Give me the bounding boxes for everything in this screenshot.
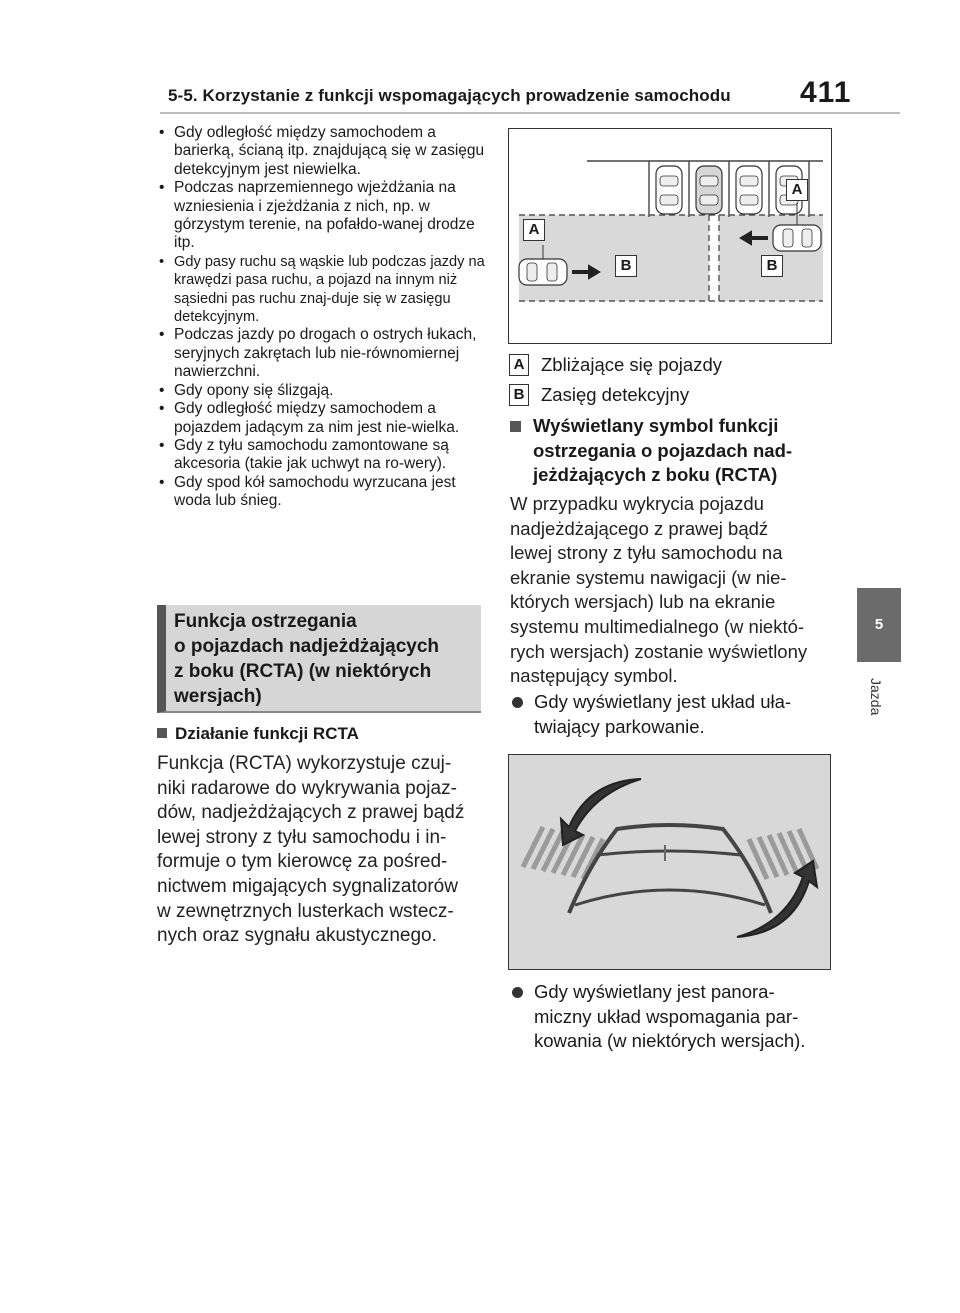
approaching-car-left [519,259,567,285]
parked-car [696,166,722,214]
section-title-line: wersjach) [174,686,262,707]
diagram-label-b: B [761,255,783,277]
parked-car [736,166,762,214]
rcta-detection-diagram [508,128,832,344]
legend-text: Zasięg detekcyjny [541,384,690,405]
bullet-item: • Gdy odległość między samochodem a barierką, ścianą itp. znajdującą się w zasięgu detekcyjnym jest niewielka. [156,124,486,179]
bullet-item: • Gdy pasy ruchu są wąskie lub podczas jazdy na krawędzi pasa ruchu, a pojazd na innym niż sąsiedni pas ruchu znaj-duje się w zasięgu detekcyjnym. [156,253,486,327]
rcta-operation-heading: Działanie funkcji RCTA [157,724,359,744]
bullet-item: • Gdy opony się ślizgają. [156,382,486,400]
square-bullet-icon [510,421,521,432]
bullet-item: • Gdy odległość między samochodem a pojazdem jadącym za nim jest nie-wielka. [156,400,486,437]
detection-zone-left [519,215,709,301]
bullet-item: • Gdy spod kół samochodu wyrzucana jest woda lub śnieg. [156,474,486,511]
round-bullet-icon [512,697,523,708]
header-divider [160,112,900,114]
bullet-item: • Podczas jazdy po drogach o ostrych łukach, seryjnych zakrętach lub nie-równomiernej nawierzchni. [156,326,486,381]
legend-key: A [509,354,529,376]
legend-item-a [509,354,722,376]
page-header-title: 5-5. Korzystanie z funkcji wspomagających prowadzenie samochodu [168,86,731,105]
rear-camera-display [508,754,831,970]
rcta-description: Funkcja (RCTA) wykorzystuje czuj- niki radarowe do wykrywania pojaz- dów, nadjeżdżających z prawej bądź lewej strony z tyłu samochodu i in- formuje o tym kierowcę za pośred- nictwem migających sygnalizatorów w zewnętrznych lusterkach wstecz- nych oraz sygnału akustycznego. [157,753,465,947]
bullet-item: • Podczas naprzemiennego wjeżdżania na wzniesienia i zjeżdżania z nich, np. w górzystym terenie, na pofałdo-wanej drodze itp. [156,179,486,253]
section-title-line: z boku (RCTA) (w niektórych [174,661,432,682]
rcta-symbol-illustration [509,755,830,969]
display-case-parking-assist: Gdy wyświetlany jest układ uła- twiający parkowanie. [510,690,840,739]
diagram-label-a: A [523,219,545,241]
parking-guide-bottom [575,890,765,905]
approaching-car-right [773,225,821,251]
display-case-panoramic: Gdy wyświetlany jest panora- miczny układ wspomagania par- kowania (w niektórych wersjach). [510,980,840,1054]
condition-bullet-list [156,124,486,511]
rcta-symbol-heading: Wyświetlany symbol funkcji ostrzegania o pojazdach nad- jeżdżających z boku (RCTA) [510,414,840,488]
legend-text: Zbliżające się pojazdy [541,354,722,375]
chapter-label: Jazda [868,678,884,716]
parking-lot-illustration [509,129,831,343]
curved-arrow-left-icon [561,779,641,845]
rcta-symbol-description: W przypadku wykrycia pojazdu nadjeżdżającego z prawej bądź lewej strony z tyłu samochodu na ekranie systemu nawigacji (w nie- których wersjach) lub na ekranie systemu multimedialnego (w niektó- rych wersjach) zostanie wyświetlony następujący symbol. [510,493,808,687]
section-title-box [157,605,481,713]
parked-car [656,166,682,214]
bullet-item: • Gdy z tyłu samochodu zamontowane są akcesoria (takie jak uchwyt na ro-wery). [156,437,486,474]
section-title-line: o pojazdach nadjeżdżających [174,636,440,657]
section-title-line: Funkcja ostrzegania [174,611,357,632]
diagram-label-b: B [615,255,637,277]
square-bullet-icon [157,728,167,738]
round-bullet-icon [512,987,523,998]
chapter-tab: 5 [857,588,901,662]
diagram-label-a: A [786,179,808,201]
page-number: 411 [800,76,852,109]
parking-guide-middle [597,851,741,855]
legend-key: B [509,384,529,406]
legend-item-b [509,384,689,406]
